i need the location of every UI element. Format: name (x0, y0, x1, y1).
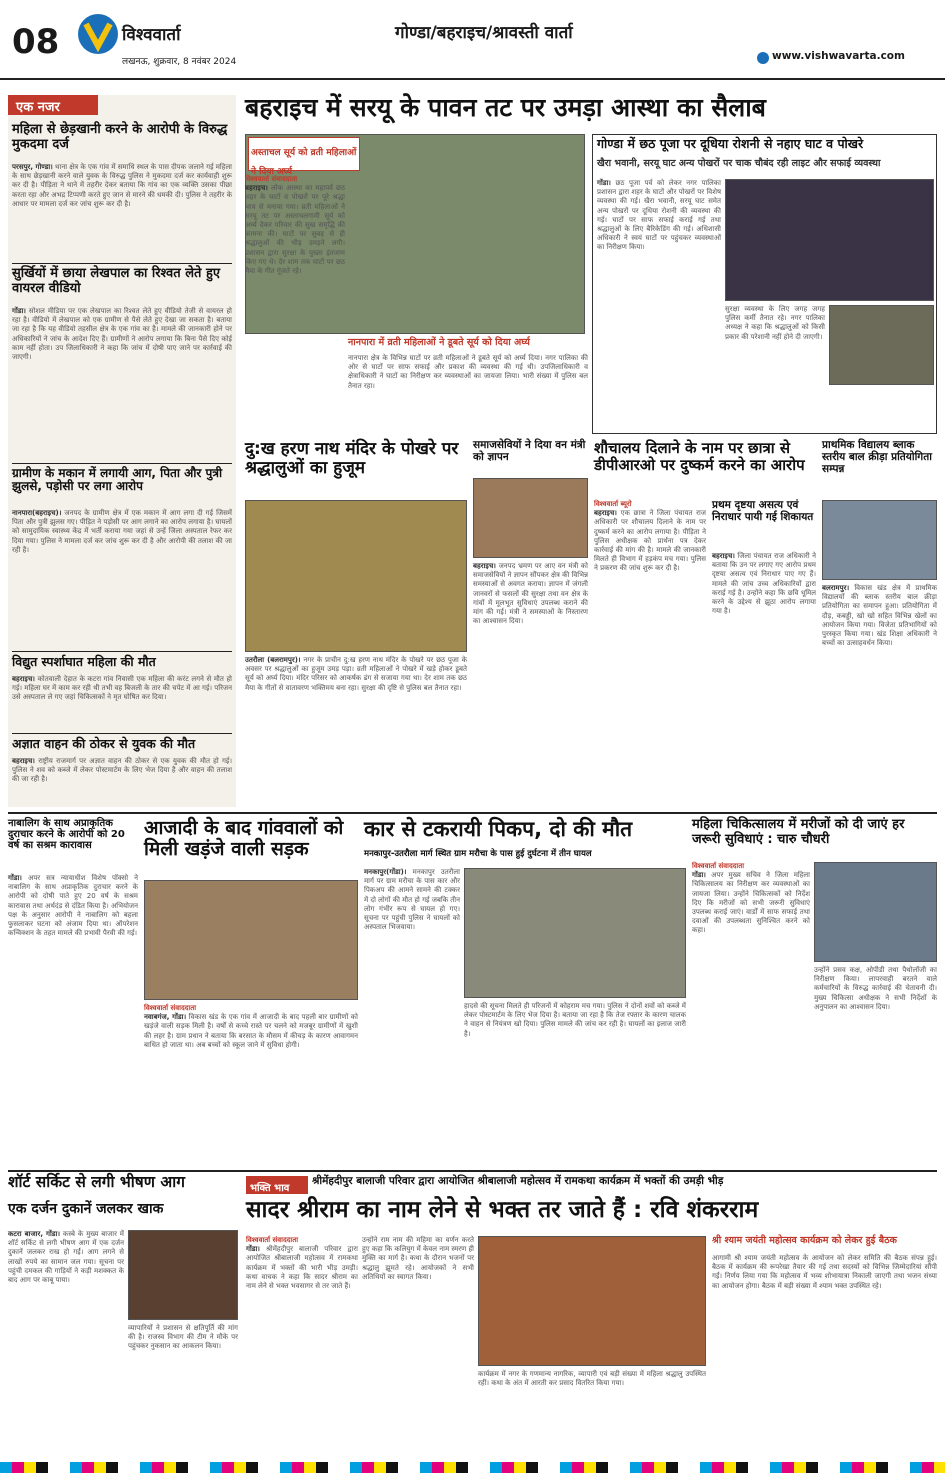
dukh-haran-photo (245, 500, 467, 652)
aag-body-2: व्यापारियों ने प्रशासन से क्षतिपूर्ति की मांग की है। राजस्व विभाग की टीम ने मौके पर पहुंचकर नुकसान का आकलन किया। (128, 1324, 238, 1351)
samajsevi-body: बहराइच। जनपद भ्रमण पर आए वन मंत्री को समाजसेवियों ने ज्ञापन सौंपकर क्षेत्र की विभिन्न समस्याओं से अवगत कराया। ज्ञापन में जंगली जानवरों से फसलों की सुरक्षा तथा वन क्षेत्र के गांवों में मूलभूत सुविधाएं उपलब्ध कराने की मांग की गई। मंत्री ने समस्याओं के निस्तारण का आश्वासन दिया। (473, 562, 588, 626)
lead-subheadline: नानपारा में व्रती महिलाओं ने डूबते सूर्य को दिया अर्घ्य (348, 337, 530, 348)
brand-name: विश्ववार्ता (122, 25, 181, 45)
shyam-jayanti-title: श्री श्याम जयंती महोत्सव कार्यक्रम को लेकर हुई बैठक (712, 1235, 897, 1246)
ek-nazar-column (8, 95, 236, 807)
samajsevi-photo (473, 478, 588, 558)
ramkatha-photo (478, 1236, 706, 1366)
brief-title: विद्युत स्पर्शाघात महिला की मौत (12, 654, 156, 669)
aag-headline: शॉर्ट सर्किट से लगी भीषण आग (8, 1173, 185, 1191)
dukh-haran-body: उतरौला (बलरामपुर)। नगर के प्राचीन दु:ख हरण नाथ मंदिर के पोखरे पर छठ पूजा के अवसर पर श्रद्धालुओं का हुजूम उमड़ पड़ा। व्रती महिलाओं ने पोखरे में खड़े होकर डूबते सूर्य को अर्घ्य दिया। मंदिर परिसर को आकर्षक ढंग से सजाया गया था। देर शाम तक छठ मैया के गीतों से वातावरण भक्तिमय बना रहा। सुरक्षा की दृष्टि से पुलिस बल तैनात रहा। (245, 656, 467, 692)
school-sport-headline: प्राथमिक विद्यालय ब्लाक स्तरीय बाल क्रीड़ा प्रतियोगिता सम्पन्न (822, 439, 932, 475)
print-color-bar (0, 1462, 945, 1473)
aag-subhead: एक दर्जन दुकानें जलकर खाक (8, 1201, 164, 1217)
school-sport-photo (822, 500, 937, 580)
ramkatha-headline: सादर श्रीराम का नाम लेने से भक्त तर जाते हैं : रवि शंकरराम (246, 1197, 759, 1223)
pickup-body-2: हादसे की सूचना मिलते ही परिजनों में कोहराम मच गया। पुलिस ने दोनों शवों को कब्जे में लेकर पोस्टमार्टम के लिए भेज दिया है। बताया जा रहा है कि तेज रफ्तार के कारण चालक ने वाहन से नियंत्रण खो दिया। पुलिस मामले की जांच कर रही है। घायलों का इलाज जारी है। (464, 1002, 686, 1038)
sadak-body: विश्ववार्ता संवाददाता नवाबगंज, गोंडा। विकास खंड के एक गांव में आजादी के बाद पहली बार ग्रामीणों को खड़ंजे वाली सड़क मिली है। वर्षों से कच्चे रास्ते पर चलने को मजबूर ग्रामीणों में खुशी की लहर है। ग्राम प्रधान ने बताया कि बरसात के मौसम में कीचड़ के कारण आवागमन बाधित हो जाता था। अब बच्चों को स्कूल जाने में सुविधा होगी। (144, 1004, 358, 1049)
ramkatha-body-1: विश्ववार्ता संवाददाता गोंडा। श्रीमेंहदीपुर बालाजी परिवार द्वारा आयोजित श्रीबालाजी महोत्सव में रामकथा कार्यक्रम में भक्तों की भारी भीड़ उमड़ी। कथा वाचक ने कहा कि सादर श्रीराम का नाम लेने से भक्त भवसागर से तर जाते हैं। (246, 1236, 358, 1291)
globe-icon (757, 52, 769, 64)
website-link[interactable]: www.vishwavarta.com (772, 50, 905, 62)
brief-title: ग्रामीण के मकान में लगायी आग, पिता और पुत्री झुलसे, पड़ोसी पर लगा आरोप (12, 466, 223, 494)
hospital-headline: महिला चिकित्सालय में मरीजों को दी जाएं हर जरूरी सुविधाएं : चारु चौधरी (692, 817, 905, 847)
gonda-chhath-body-2: सुरक्षा व्यवस्था के लिए जगह जगह पुलिस कर्मी तैनात रहे। नगर पालिका अध्यक्ष ने कहा कि श्रद्धालुओं को किसी प्रकार की परेशानी नहीं होने दी जाएगी। (725, 305, 825, 341)
dateline: लखनऊ, शुक्रवार, 8 नवंबर 2024 (122, 57, 237, 67)
ramkatha-strap: श्रीमेंहदीपुर बालाजी परिवार द्वारा आयोजित श्रीबालाजी महोत्सव में रामकथा कार्यक्रम में भक्तों की उमड़ी भीड़ (312, 1175, 724, 1187)
prathamdrishtya-body: बहराइच। जिला पंचायत राज अधिकारी ने बताया कि उन पर लगाए गए आरोप प्रथम दृष्टया असत्य एवं निराधार पाए गए हैं। मामले की जांच उच्च अधिकारियों द्वारा कराई गई है। उन्होंने कहा कि छवि धूमिल करने के उद्देश्य से झूठा आरोप लगाया गया है। (712, 552, 816, 616)
hospital-body-1: विश्ववार्ता संवाददाता गोंडा। अपर मुख्य सचिव ने जिला महिला चिकित्सालय का निरीक्षण कर व्यवस्थाओं का जायजा लिया। उन्होंने चिकित्सकों को निर्देश दिए कि मरीजों को सभी जरूरी सुविधाएं उपलब्ध कराई जाएं। वार्डों में साफ सफाई तथा दवाओं की उपलब्धता सुनिश्चित करने को कहा। (692, 862, 810, 935)
brief-body: परसपुर, गोण्डा। थाना क्षेत्र के एक गांव में समाधि स्थल के पास दीपक जलाने गई महिला के साथ छेड़खानी करने वाले युवक के विरुद्ध पुलिस ने मुकदमा दर्ज कर कार्यवाही शुरू कर दी है। पीड़िता ने थाने में तहरीर देकर बताया कि गांव का एक व्यक्ति उसका पीछा करता रहा और अभद्र टिप्पणी करते हुए जान से मारने की धमकी दी। पुलिस ने तहरीर के आधार पर मामला दर्ज कर जांच शुरू कर दी है। (12, 163, 232, 208)
ramkatha-body-2: उन्होंने राम नाम की महिमा का वर्णन करते हुए कहा कि कलियुग में केवल नाम स्मरण ही मुक्ति का मार्ग है। कथा के दौरान भजनों पर श्रद्धालु झूमते रहे। आयोजकों ने सभी अतिथियों का स्वागत किया। (362, 1236, 474, 1281)
brief-title: महिला से छेड़खानी करने के आरोपी के विरुद्ध मुकदमा दर्ज (12, 122, 228, 152)
gonda-photo-2 (829, 305, 934, 385)
lead-sub-body: नानपारा क्षेत्र के विभिन्न घाटों पर व्रती महिलाओं ने डूबते सूर्य को अर्घ्य दिया। नगर पालिका की ओर से घाटों पर साफ सफाई और प्रकाश की व्यवस्था की गई थी। उपजिलाधिकारी व क्षेत्राधिकारी ने घाटों का निरीक्षण कर व्यवस्थाओं का जायजा लिया। भारी संख्या में पुलिस बल तैनात रहा। (348, 354, 588, 390)
pickup-headline: कार से टकरायी पिकप, दो की मौत (364, 817, 633, 841)
hospital-photo (814, 862, 937, 962)
lead-headline: बहराइच में सरयू के पावन तट पर उमड़ा आस्था का सैलाब (245, 93, 766, 122)
brief-body: गोंडा। सोशल मीडिया पर एक लेखपाल का रिश्वत लेते हुए वीडियो तेजी से वायरल हो रहा है। वीडियो में लेखपाल को एक ग्रामीण से पैसे लेते हुए देखा जा सकता है। बताया जा रहा है कि यह वीडियो तहसील क्षेत्र के एक गांव का है। मामले की जानकारी होने पर अधिकारियों ने जांच के आदेश दिए हैं। ग्रामीणों ने आरोप लगाया कि बिना पैसे दिए कोई काम नहीं होता। उप जिलाधिकारी ने कहा कि जांच में दोषी पाए जाने पर कार्रवाई की जाएगी। (12, 307, 232, 362)
dukh-haran-headline: दु:ख हरण नाथ मंदिर के पोखरे पर श्रद्धालुओं का हुजूम (245, 439, 459, 479)
nabalig-body: गोंडा। अपर सत्र न्यायाधीश विशेष पॉक्सो ने नाबालिग के साथ अप्राकृतिक दुराचार करने के आरोपी को दोषी पाते हुए 20 वर्ष के सश्रम कारावास तथा अर्थदंड से दंडित किया है। अभियोजन पक्ष के अनुसार आरोपी ने नाबालिग को बहला फुसलाकर घटना को अंजाम दिया था। ऑपरेशन कन्विक्शन के तहत मामले की प्रभावी पैरवी की गई। (8, 874, 138, 938)
ramkatha-kicker-badge (246, 1176, 308, 1194)
brief-body: नानपारा(बहराइच)। जनपद के ग्रामीण क्षेत्र में एक मकान में आग लगा दी गई जिसमें पिता और पुत्री झुलस गए। पीड़ित ने पड़ोसी पर आग लगाने का आरोप लगाया है। घायलों को सामुदायिक स्वास्थ्य केंद्र में भर्ती कराया गया जहां से उन्हें जिला अस्पताल रेफर कर दिया गया। पुलिस ने मामला दर्ज कर जांच शुरू कर दी है और आरोपी की तलाश की जा रही है। (12, 509, 232, 554)
gonda-chhath-headline: गोण्डा में छठ पूजा पर दूधिया रोशनी से नहाए घाट व पोखरे (597, 136, 864, 151)
page-number: 08 (12, 22, 60, 62)
shyam-jayanti-body: आगामी श्री श्याम जयंती महोत्सव के आयोजन को लेकर समिति की बैठक संपन्न हुई। बैठक में कार्यक्रम की रूपरेखा तैयार की गई तथा सदस्यों को विभिन्न जिम्मेदारियां सौंपी गईं। निर्णय लिया गया कि महोत्सव में भव्य शोभायात्रा निकाली जाएगी तथा भजन संध्या का आयोजन होगा। बैठक में बड़ी संख्या में श्याम भक्त उपस्थित रहे। (712, 1254, 937, 1290)
gonda-chhath-subhead: खैरा भवानी, सरयू घाट अन्य पोखरों पर चाक चौबंद रही लाइट और सफाई व्यवस्था (597, 158, 881, 169)
gonda-chhath-box (592, 134, 937, 434)
sadak-headline: आजादी के बाद गांववालों को मिली खड़ंजे वाली सड़क (144, 817, 344, 861)
logo-icon (78, 14, 118, 54)
sadak-photo (144, 880, 358, 1000)
aag-photo (128, 1230, 238, 1320)
gonda-photo-1 (725, 179, 934, 301)
pickup-body-1: मनकापुर(गोंडा)। मनकापुर उतरौला मार्ग पर ग्राम मरौचा के पास कार और पिकअप की आमने सामने की टक्कर में दो लोगों की मौत हो गई जबकि तीन लोग गंभीर रूप से घायल हो गए। सूचना पर पहुंची पुलिस ने घायलों को अस्पताल भिजवाया। (364, 868, 460, 932)
pickup-subhead: मनकापुर-उतरौला मार्ग स्थित ग्राम मरौचा के पास हुई दुर्घटना में तीन घायल (364, 849, 592, 859)
photo-caption: अस्ताचल सूर्य को व्रती महिलाओं ने दिया अर्घ्य (251, 148, 357, 177)
section-title: गोण्डा/बहराइच/श्रावस्ती वार्ता (395, 23, 573, 43)
ek-nazar-tag: एक नजर (8, 95, 98, 115)
brief-body: बहराइच। राष्ट्रीय राजमार्ग पर अज्ञात वाहन की ठोकर से एक युवक की मौत हो गई। पुलिस ने शव को कब्जे में लेकर पोस्टमार्टम के लिए भेज दिया है और वाहन की तलाश की जा रही है। (12, 757, 232, 784)
pickup-photo (464, 868, 686, 998)
brief-title: सुर्खियों में छाया लेखपाल का रिश्वत लेते हुए वायरल वीडियो (12, 266, 221, 296)
ramkatha-body-3: कार्यक्रम में नगर के गणमान्य नागरिक, व्यापारी एवं बड़ी संख्या में महिला श्रद्धालु उपस्थित रहीं। कथा के अंत में आरती कर प्रसाद वितरित किया गया। (478, 1370, 706, 1388)
gonda-chhath-body-1: गोंडा। छठ पूजा पर्व को लेकर नगर पालिका प्रशासन द्वारा शहर के घाटों और पोखरों पर विशेष व्यवस्था की गई। खैरा भवानी, सरयू घाट समेत अन्य पोखरों पर दूधिया रोशनी की व्यवस्था की गई। घाटों पर साफ सफाई कराई गई तथा श्रद्धालुओं के लिए बैरिकेडिंग की गई। अधिशासी अधिकारी ने स्वयं घाटों पर पहुंचकर व्यवस्थाओं का निरीक्षण किया। (597, 179, 721, 252)
shauchalay-headline: शौचालय दिलाने के नाम पर छात्रा से डीपीआरओ पर दुष्कर्म करने का आरोप (594, 439, 805, 474)
school-sport-body: बलरामपुर। विकास खंड क्षेत्र में प्राथमिक विद्यालयों की ब्लाक स्तरीय बाल क्रीड़ा प्रतियोगिता का समापन हुआ। प्रतियोगिता में दौड़, कबड्डी, खो खो सहित विभिन्न खेलों का आयोजन किया गया। विजेता प्रतिभागियों को पुरस्कृत किया गया। खंड शिक्षा अधिकारी ने बच्चों का उत्साहवर्धन किया। (822, 584, 937, 648)
brief-body: बहराइच। कोतवाली देहात के कटरा गांव निवासी एक महिला की करंट लगने से मौत हो गई। महिला घर में काम कर रही थी तभी वह बिजली के तार की चपेट में आ गई। परिजन उसे अस्पताल ले गए जहां चिकित्सकों ने मृत घोषित कर दिया। (12, 675, 233, 702)
lead-body: विश्ववार्ता संवाददाता बहराइच। लोक आस्था का महापर्व छठ शहर के घाटों व पोखरों पर पूरे श्रद्धा भाव से मनाया गया। व्रती महिलाओं ने सरयू तट पर अस्ताचलगामी सूर्य को अर्घ्य देकर परिवार की सुख समृद्धि की कामना की। घाटों पर सुबह से ही श्रद्धालुओं की भीड़ उमड़ने लगी। प्रशासन द्वारा सुरक्षा के पुख्ता इंतजाम किए गए थे। देर शाम तक घाटों पर छठ मैया के गीत गूंजते रहे। (245, 175, 345, 276)
shauchalay-body: विश्ववार्ता ब्यूरो बहराइच। एक छात्रा ने जिला पंचायत राज अधिकारी पर शौचालय दिलाने के नाम पर दुष्कर्म करने का आरोप लगाया है। पीड़िता ने पुलिस अधीक्षक को प्रार्थना पत्र देकर कार्रवाई की मांग की है। मामले की जानकारी मिलते ही विभाग में हड़कंप मच गया। पुलिस ने प्रकरण की जांच शुरू कर दी है। (594, 500, 706, 573)
samajsevi-headline: समाजसेवियों ने दिया वन मंत्री को ज्ञापन (473, 439, 586, 463)
hospital-body-2: उन्होंने प्रसव कक्ष, ओपीडी तथा पैथोलॉजी का निरीक्षण किया। लापरवाही बरतने वाले कर्मचारियों के विरुद्ध कार्रवाई की चेतावनी दी। मुख्य चिकित्सा अधीक्षक ने सभी निर्देशों के अनुपालन का आश्वासन दिया। (814, 966, 937, 1011)
prathamdrishtya-headline: प्रथम दृष्टया असत्य एवं निराधार पायी गई शिकायत (712, 499, 814, 523)
aag-body-1: कटरा बाजार, गोंडा। कस्बे के मुख्य बाजार में शॉर्ट सर्किट से लगी भीषण आग में एक दर्जन दुकानें जलकर राख हो गईं। आग लगने से लाखों रुपये का सामान जल गया। सूचना पर पहुंची दमकल की गाड़ियों ने कड़ी मशक्कत के बाद आग पर काबू पाया। (8, 1230, 124, 1285)
nabalig-headline: नाबालिग के साथ अप्राकृतिक दुराचार करने के आरोपी को 20 वर्ष का सश्रम कारावास (8, 818, 125, 852)
brief-title: अज्ञात वाहन की ठोकर से युवक की मौत (12, 736, 196, 751)
photo-caption-badge (248, 137, 360, 177)
ramkatha-kicker: भक्ति भाव (250, 1183, 290, 1194)
masthead (0, 0, 945, 82)
